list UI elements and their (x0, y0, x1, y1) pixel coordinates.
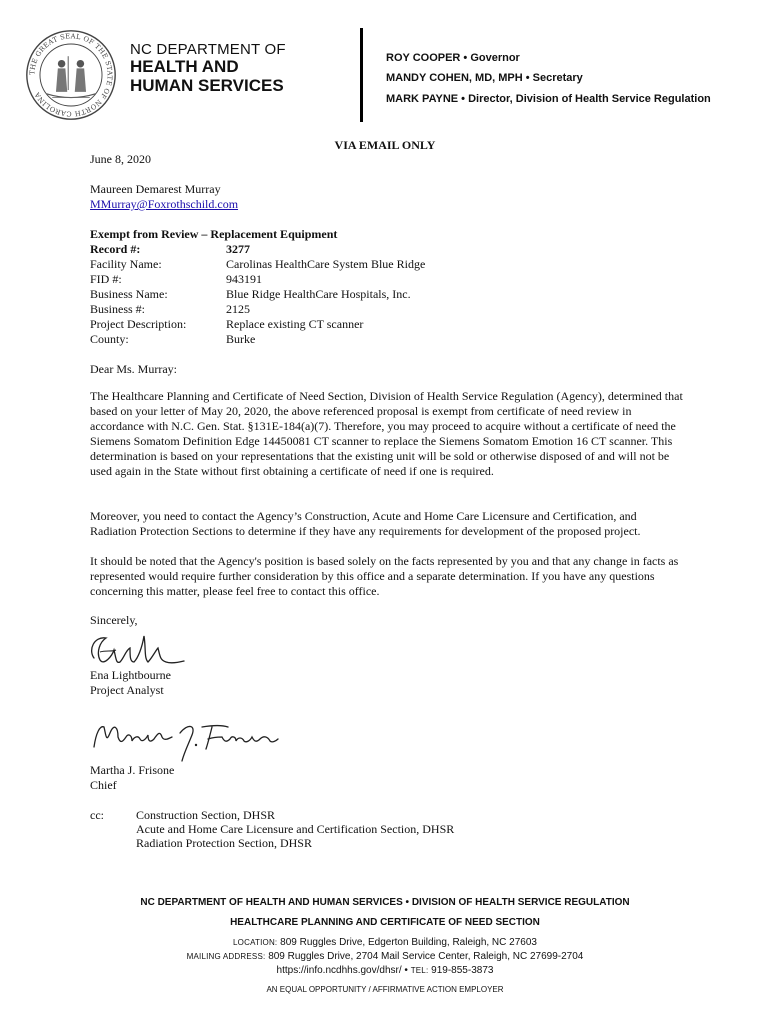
signer-1-title: Project Analyst (90, 683, 164, 697)
cc-label: cc: (90, 808, 104, 822)
body-paragraph-3: It should be noted that the Agency's position is based solely on the facts represented by you and that any change in facts as represented would require further consideration by this office and a separate determination. If you have any questions concerning this matter, please feel free to contact this office. (90, 554, 679, 598)
county-label: County: (90, 332, 129, 346)
header-divider (360, 28, 363, 122)
record-value: 3277 (226, 242, 250, 256)
fid-value: 943191 (226, 272, 262, 286)
official-secretary: MANDY COHEN, MD, MPH • Secretary (386, 72, 583, 84)
delivery-method: VIA EMAIL ONLY (334, 138, 436, 152)
footer-tel-value: 919-855-3873 (431, 965, 494, 976)
cc-item-2: Acute and Home Care Licensure and Certification Section, DHSR (136, 822, 455, 836)
footer-contact (0, 965, 770, 976)
signer-2-title: Chief (90, 778, 117, 792)
county-value: Burke (226, 332, 256, 346)
project-description-label: Project Description: (90, 317, 187, 331)
official-governor: ROY COOPER • Governor (386, 52, 520, 64)
department-name-line-2: HEALTH AND (130, 57, 239, 76)
footer-section: HEALTHCARE PLANNING AND CERTIFICATE OF NEED SECTION (230, 917, 540, 928)
project-description-value: Replace existing CT scanner (226, 317, 364, 331)
department-name-line-3: HUMAN SERVICES (130, 76, 284, 95)
signature-martha-frisone (88, 713, 284, 765)
body-paragraph-1: The Healthcare Planning and Certificate of Need Section, Division of Health Service Regulation (Agency), determined that based on your letter of May 20, 2020, the above referenced proposal is exempt from certificate of need review in accordance with N.C. Gen. Stat. §131E-184(a)(7). Therefore, you may proceed to acquire without a certificate of need the Siemens Somatom Definition Edge 14450081 CT scanner to replace the Siemens Somatom Emotion 16 CT scanner. This determination is based on your representations that the existing unit will be sold or otherwise disposed of and will not be used again in the State without first obtaining a certificate of need if one is required. (90, 389, 683, 478)
business-name-value: Blue Ridge HealthCare Hospitals, Inc. (226, 287, 411, 301)
footer-eoe: AN EQUAL OPPORTUNITY / AFFIRMATIVE ACTION EMPLOYER (266, 985, 504, 994)
facility-name-label: Facility Name: (90, 257, 162, 271)
record-label: Record #: (90, 242, 141, 256)
footer-mailing-value: 809 Ruggles Drive, 2704 Mail Service Center, Raleigh, NC 27699-2704 (268, 951, 584, 962)
letter-date: June 8, 2020 (90, 152, 151, 166)
footer-department: NC DEPARTMENT OF HEALTH AND HUMAN SERVICES • DIVISION OF HEALTH SERVICE REGULATION (140, 897, 630, 908)
svg-text:THE GREAT SEAL OF THE STATE OF: THE GREAT SEAL OF THE STATE OF NORTH CAROLINA (28, 32, 114, 118)
body-paragraph-2: Moreover, you need to contact the Agency’s Construction, Acute and Home Care Licensure and Certification, and Radiation Protection Sections to determine if they have any requirements for development of the proposed project. (90, 509, 641, 538)
state-seal-icon (24, 28, 118, 122)
business-number-value: 2125 (226, 302, 250, 316)
signer-1-name: Ena Lightbourne (90, 668, 171, 682)
signature-ena-lightbourne (86, 628, 186, 673)
footer-location-label: LOCATION: (233, 938, 278, 947)
recipient-email-link[interactable]: MMurray@Foxrothschild.com (90, 197, 239, 211)
footer-mailing-label: MAILING ADDRESS: (186, 952, 266, 961)
footer-separator: • (404, 965, 411, 976)
cc-item-3: Radiation Protection Section, DHSR (136, 836, 312, 850)
closing: Sincerely, (90, 613, 138, 627)
fid-label: FID #: (90, 272, 122, 286)
exemption-heading: Exempt from Review – Replacement Equipment (90, 227, 338, 241)
official-director: MARK PAYNE • Director, Division of Health Service Regulation (386, 93, 711, 105)
facility-name-value: Carolinas HealthCare System Blue Ridge (226, 257, 426, 271)
footer-location (0, 937, 770, 948)
recipient-name: Maureen Demarest Murray (90, 182, 221, 196)
footer-location-value: 809 Ruggles Drive, Edgerton Building, Raleigh, NC 27603 (280, 937, 537, 948)
footer-mailing (0, 951, 770, 962)
business-number-label: Business #: (90, 302, 146, 316)
department-name-line-1: NC DEPARTMENT OF (130, 41, 286, 58)
salutation: Dear Ms. Murray: (90, 362, 177, 376)
signer-2-name: Martha J. Frisone (90, 763, 175, 777)
footer-tel-label: TEL: (410, 966, 429, 975)
business-name-label: Business Name: (90, 287, 168, 301)
cc-item-1: Construction Section, DHSR (136, 808, 276, 822)
footer-website-link[interactable]: https://info.ncdhhs.gov/dhsr/ (276, 965, 402, 976)
